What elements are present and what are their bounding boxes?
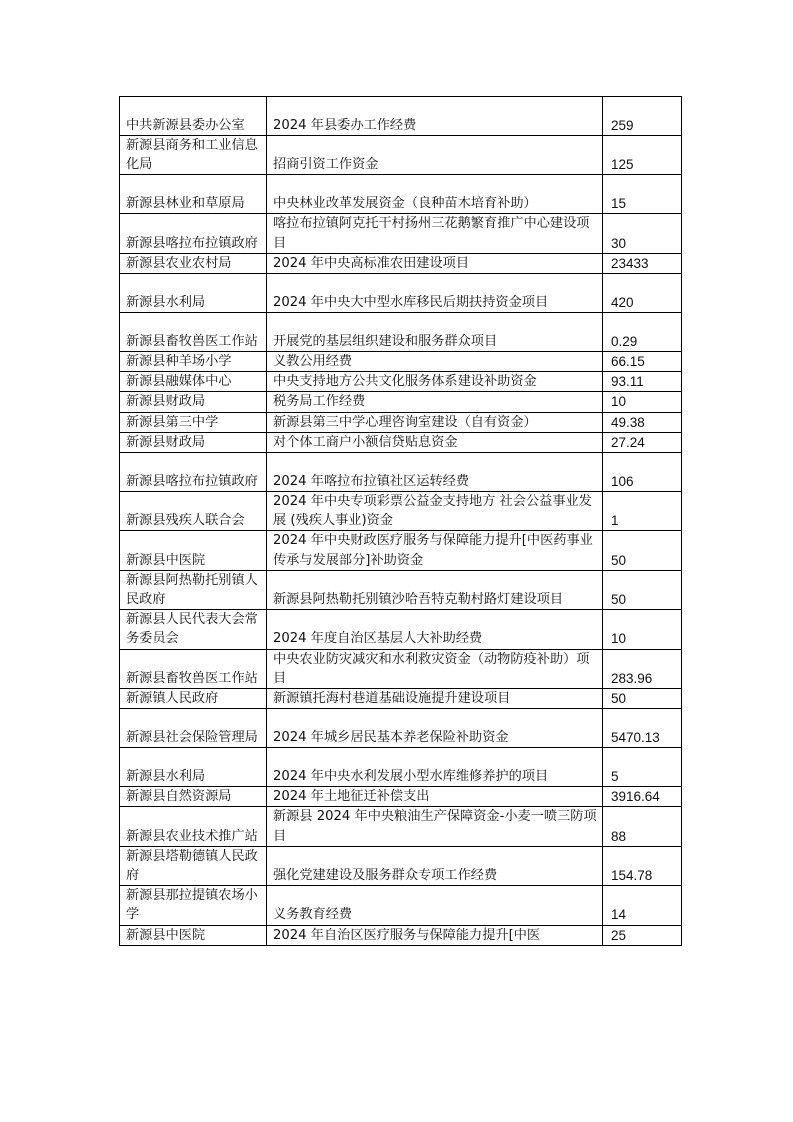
- amount-cell: 10: [603, 610, 682, 649]
- project-cell: 税务局工作经费: [267, 392, 603, 412]
- project-cell: 2024 年土地征迁补偿支出: [267, 787, 603, 807]
- table-row: [120, 689, 682, 709]
- table-row: [120, 412, 682, 432]
- amount-cell: 3916.64: [603, 787, 682, 807]
- table-row: [120, 175, 682, 214]
- project-cell: 中央林业改革发展资金（良种苗木培育补助）: [267, 175, 603, 214]
- dept-cell: 新源县喀拉布拉镇政府: [120, 453, 267, 492]
- project-cell: 对个体工商户小额信贷贴息资金: [267, 432, 603, 452]
- dept-cell: 新源县中医院: [120, 925, 267, 945]
- amount-cell: 5470.13: [603, 709, 682, 748]
- amount-cell: 15: [603, 175, 682, 214]
- dept-cell: 新源县人民代表大会常务委员会: [120, 610, 267, 649]
- project-cell: 新源镇托海村巷道基础设施提升建设项目: [267, 689, 603, 709]
- project-cell: 新源县 2024 年中央粮油生产保障资金-小麦一喷三防项目: [267, 807, 603, 846]
- table-row: [120, 709, 682, 748]
- amount-cell: 66.15: [603, 352, 682, 372]
- project-cell: 2024 年城乡居民基本养老保险补助资金: [267, 709, 603, 748]
- project-cell: 2024 年中央大中型水库移民后期扶持资金项目: [267, 274, 603, 313]
- project-cell: 义务教育经费: [267, 886, 603, 925]
- amount-cell: 88: [603, 807, 682, 846]
- dept-cell: 新源县阿热勒托别镇人民政府: [120, 570, 267, 609]
- project-cell: 新源县阿热勒托别镇沙哈吾特克勒村路灯建设项目: [267, 570, 603, 609]
- table-row: [120, 214, 682, 253]
- dept-cell: 中共新源县委办公室: [120, 97, 267, 136]
- dept-cell: 新源县财政局: [120, 432, 267, 452]
- dept-cell: 新源县喀拉布拉镇政府: [120, 214, 267, 253]
- project-cell: 2024 年度自治区基层人大补助经费: [267, 610, 603, 649]
- table-row: [120, 531, 682, 570]
- project-cell: 2024 年中央财政医疗服务与保障能力提升[中医药事业传承与发展部分]补助资金: [267, 531, 603, 570]
- amount-cell: 30: [603, 214, 682, 253]
- dept-cell: 新源县中医院: [120, 531, 267, 570]
- amount-cell: 1: [603, 492, 682, 531]
- amount-cell: 50: [603, 570, 682, 609]
- project-cell: 强化党建建设及服务群众专项工作经费: [267, 846, 603, 885]
- project-cell: 新源县第三中学心理咨询室建设（自有资金）: [267, 412, 603, 432]
- amount-cell: 154.78: [603, 846, 682, 885]
- budget-table-body: [120, 97, 682, 946]
- project-cell: 2024 年县委办工作经费: [267, 97, 603, 136]
- project-cell: 2024 年中央专项彩票公益金支持地方 社会公益事业发展 (残疾人事业)资金: [267, 492, 603, 531]
- dept-cell: 新源县财政局: [120, 392, 267, 412]
- amount-cell: 50: [603, 689, 682, 709]
- project-cell: 2024 年喀拉布拉镇社区运转经费: [267, 453, 603, 492]
- project-cell: 2024 年中央高标准农田建设项目: [267, 253, 603, 273]
- amount-cell: 10: [603, 392, 682, 412]
- table-row: [120, 925, 682, 945]
- table-row: [120, 748, 682, 787]
- amount-cell: 259: [603, 97, 682, 136]
- dept-cell: 新源县融媒体中心: [120, 372, 267, 392]
- dept-cell: 新源县林业和草原局: [120, 175, 267, 214]
- dept-cell: 新源县自然资源局: [120, 787, 267, 807]
- dept-cell: 新源县种羊场小学: [120, 352, 267, 372]
- dept-cell: 新源县商务和工业信息化局: [120, 136, 267, 175]
- amount-cell: 93.11: [603, 372, 682, 392]
- table-row: [120, 807, 682, 846]
- project-cell: 招商引资工作资金: [267, 136, 603, 175]
- table-row: [120, 432, 682, 452]
- amount-cell: 125: [603, 136, 682, 175]
- project-cell: 开展党的基层组织建设和服务群众项目: [267, 313, 603, 352]
- dept-cell: 新源县水利局: [120, 274, 267, 313]
- amount-cell: 106: [603, 453, 682, 492]
- table-row: [120, 136, 682, 175]
- table-row: [120, 787, 682, 807]
- project-cell: 喀拉布拉镇阿克托干村扬州三花鹅繁育推广中心建设项目: [267, 214, 603, 253]
- amount-cell: 50: [603, 531, 682, 570]
- table-row: [120, 649, 682, 688]
- project-cell: 义教公用经费: [267, 352, 603, 372]
- amount-cell: 25: [603, 925, 682, 945]
- dept-cell: 新源镇人民政府: [120, 689, 267, 709]
- dept-cell: 新源县水利局: [120, 748, 267, 787]
- dept-cell: 新源县第三中学: [120, 412, 267, 432]
- amount-cell: 23433: [603, 253, 682, 273]
- dept-cell: 新源县残疾人联合会: [120, 492, 267, 531]
- amount-cell: 0.29: [603, 313, 682, 352]
- table-row: [120, 886, 682, 925]
- budget-table: [119, 96, 682, 946]
- project-cell: 中央农业防灾减灾和水利救灾资金（动物防疫补助）项目: [267, 649, 603, 688]
- amount-cell: 14: [603, 886, 682, 925]
- table-row: [120, 610, 682, 649]
- dept-cell: 新源县社会保险管理局: [120, 709, 267, 748]
- table-row: [120, 846, 682, 885]
- amount-cell: 283.96: [603, 649, 682, 688]
- amount-cell: 27.24: [603, 432, 682, 452]
- table-row: [120, 313, 682, 352]
- dept-cell: 新源县农业农村局: [120, 253, 267, 273]
- table-row: [120, 372, 682, 392]
- dept-cell: 新源县塔勒德镇人民政府: [120, 846, 267, 885]
- amount-cell: 49.38: [603, 412, 682, 432]
- table-row: [120, 97, 682, 136]
- amount-cell: 5: [603, 748, 682, 787]
- table-row: [120, 253, 682, 273]
- dept-cell: 新源县农业技术推广站: [120, 807, 267, 846]
- table-row: [120, 453, 682, 492]
- table-row: [120, 274, 682, 313]
- table-row: [120, 492, 682, 531]
- table-row: [120, 570, 682, 609]
- dept-cell: 新源县畜牧兽医工作站: [120, 649, 267, 688]
- dept-cell: 新源县那拉提镇农场小学: [120, 886, 267, 925]
- table-row: [120, 392, 682, 412]
- project-cell: 2024 年中央水利发展小型水库维修养护的项目: [267, 748, 603, 787]
- table-row: [120, 352, 682, 372]
- project-cell: 2024 年自治区医疗服务与保障能力提升[中医: [267, 925, 603, 945]
- project-cell: 中央支持地方公共文化服务体系建设补助资金: [267, 372, 603, 392]
- dept-cell: 新源县畜牧兽医工作站: [120, 313, 267, 352]
- amount-cell: 420: [603, 274, 682, 313]
